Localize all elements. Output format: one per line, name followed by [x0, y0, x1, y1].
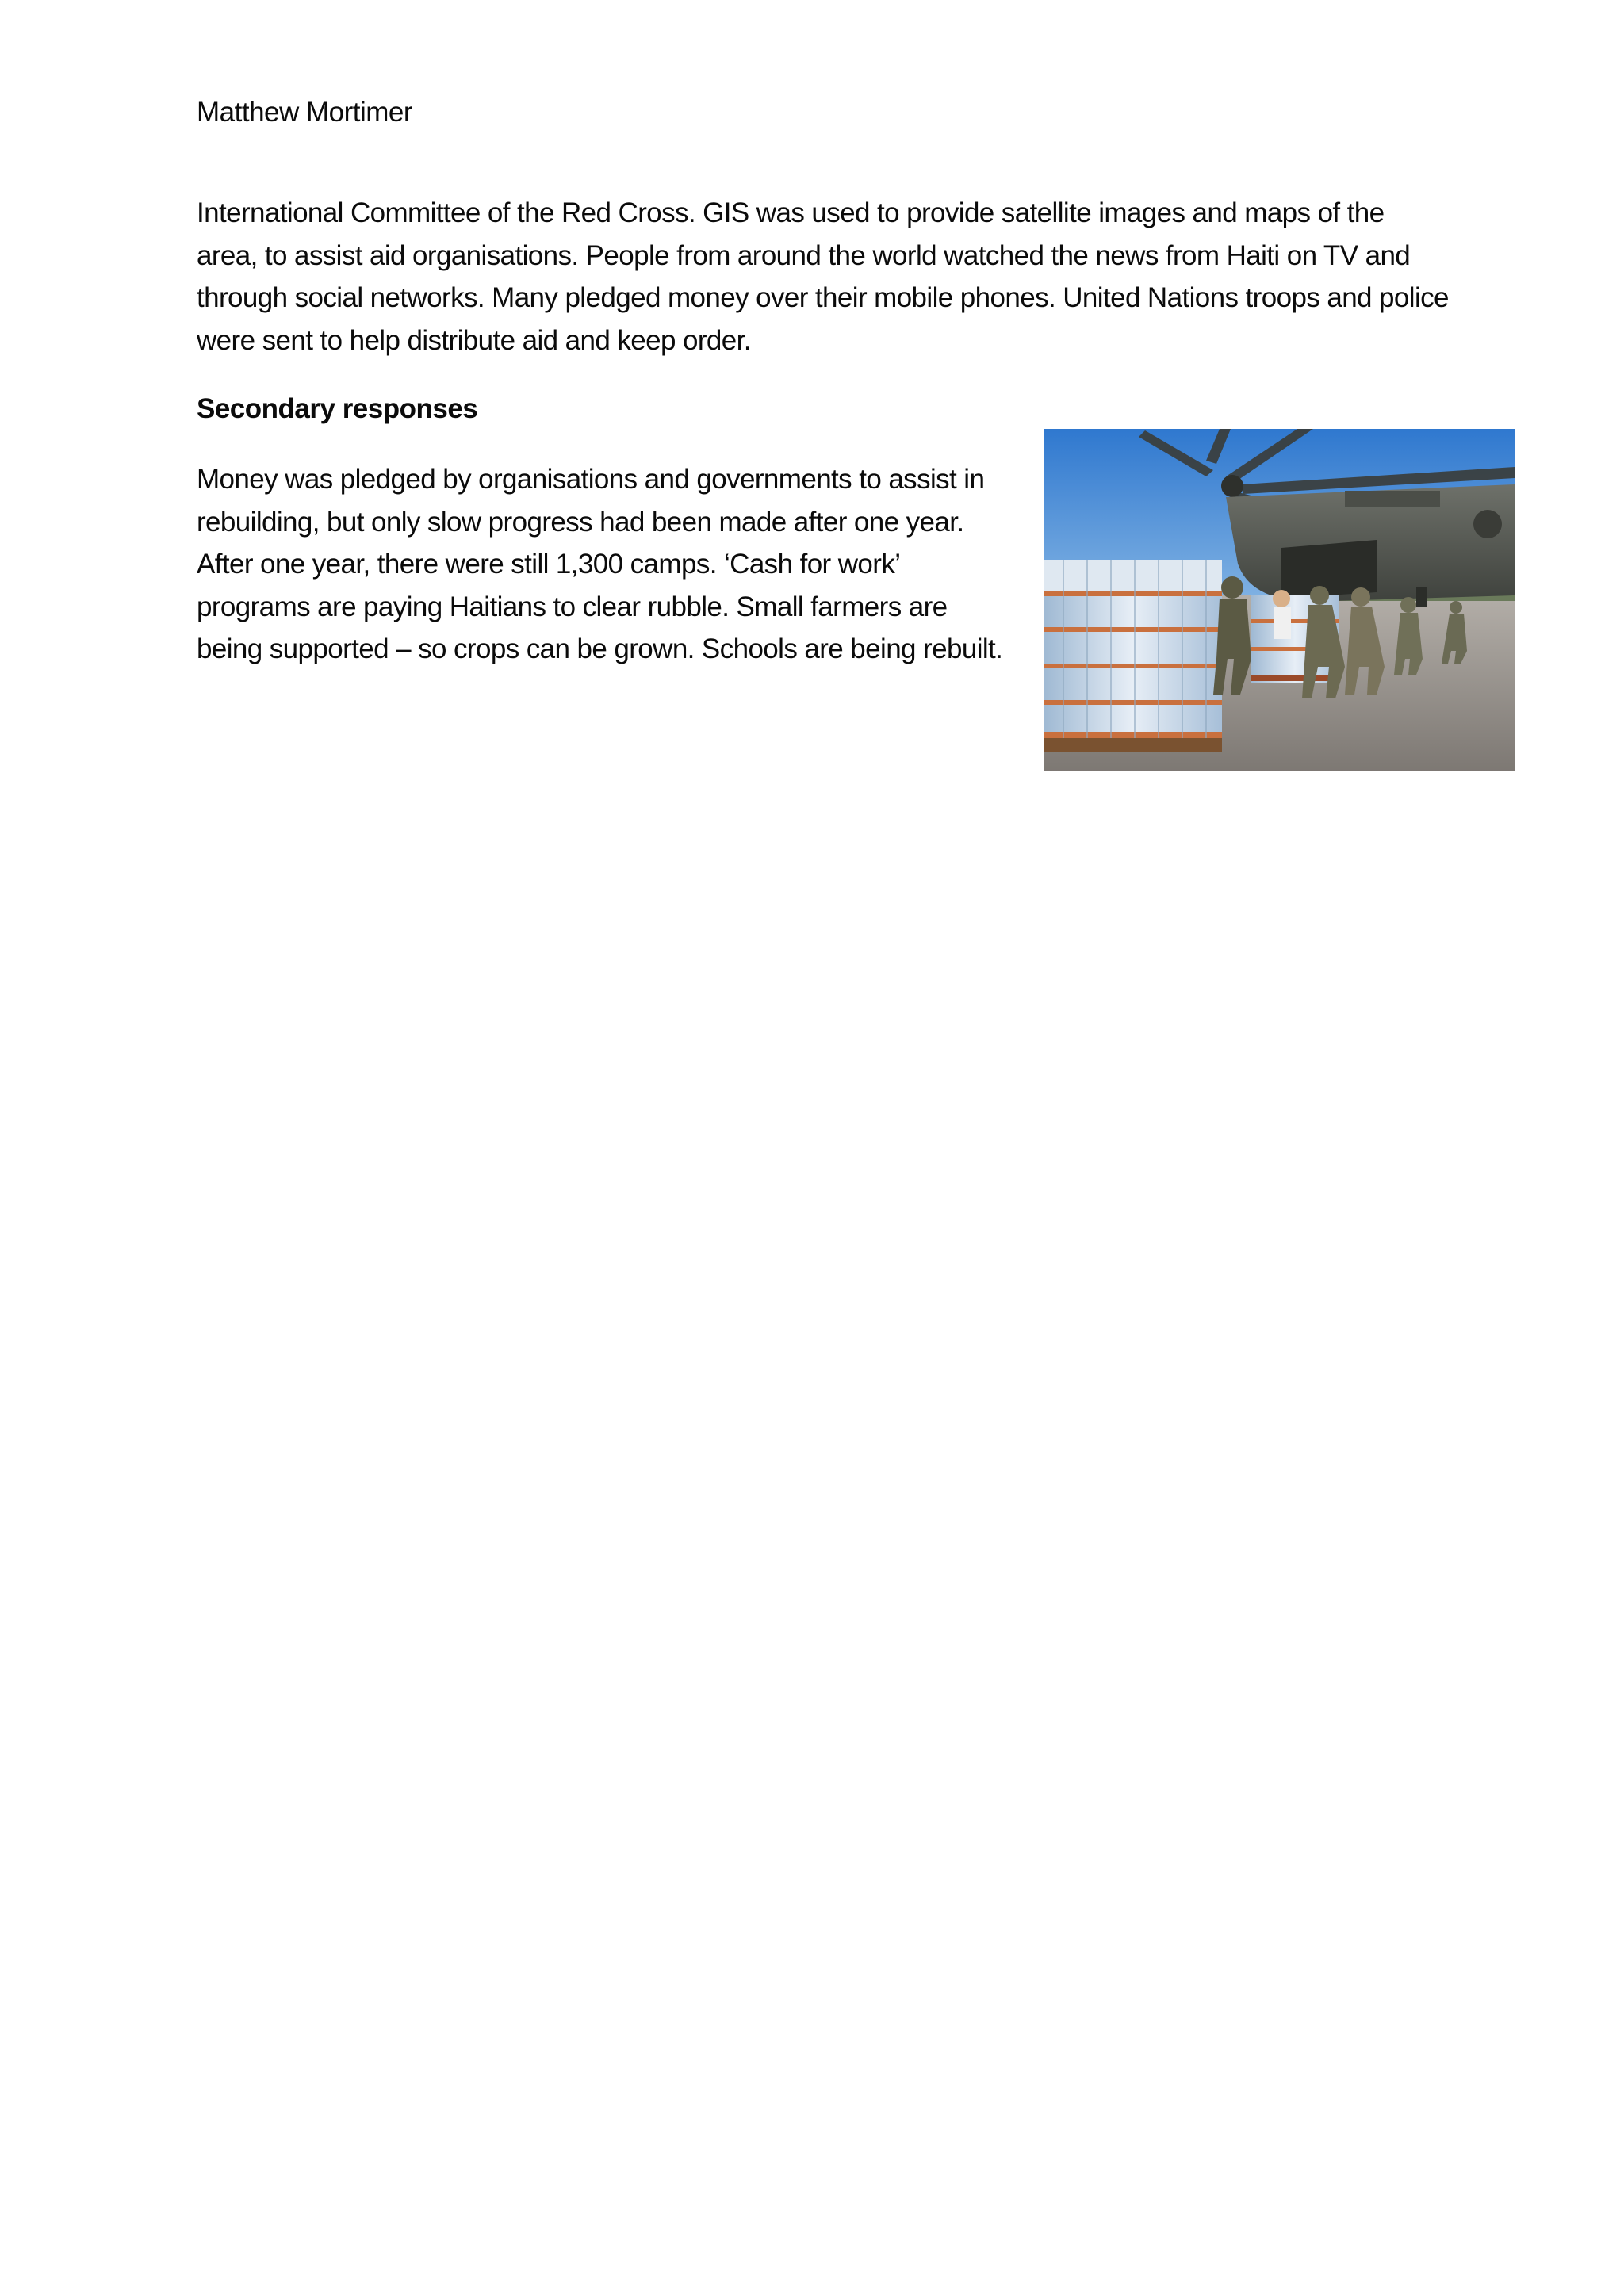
section-heading: Secondary responses [197, 393, 478, 424]
secondary-paragraph: Money was pledged by organisations and governments to assist in rebuilding, but only slow progress had been made after one year. After one year, there were still 1,300 camps. ‘Cash for work’ programs are paying Haitians to clear rubble. Small farmers are being supported – so crops can be grown. Schools are being rebuilt. [197, 464, 1003, 664]
intro-paragraph: International Committee of the Red Cross. GIS was used to provide satellite images and maps of the area, to assist aid organisations. People from around the world watched the news from Haiti on TV and through social networks. Many pledged money over their mobile phones. United Nations troops and police were sent to help distribute aid and keep order. [197, 197, 1449, 356]
author-name: Matthew Mortimer [197, 97, 413, 128]
helicopter-aid-photo [1044, 429, 1515, 771]
